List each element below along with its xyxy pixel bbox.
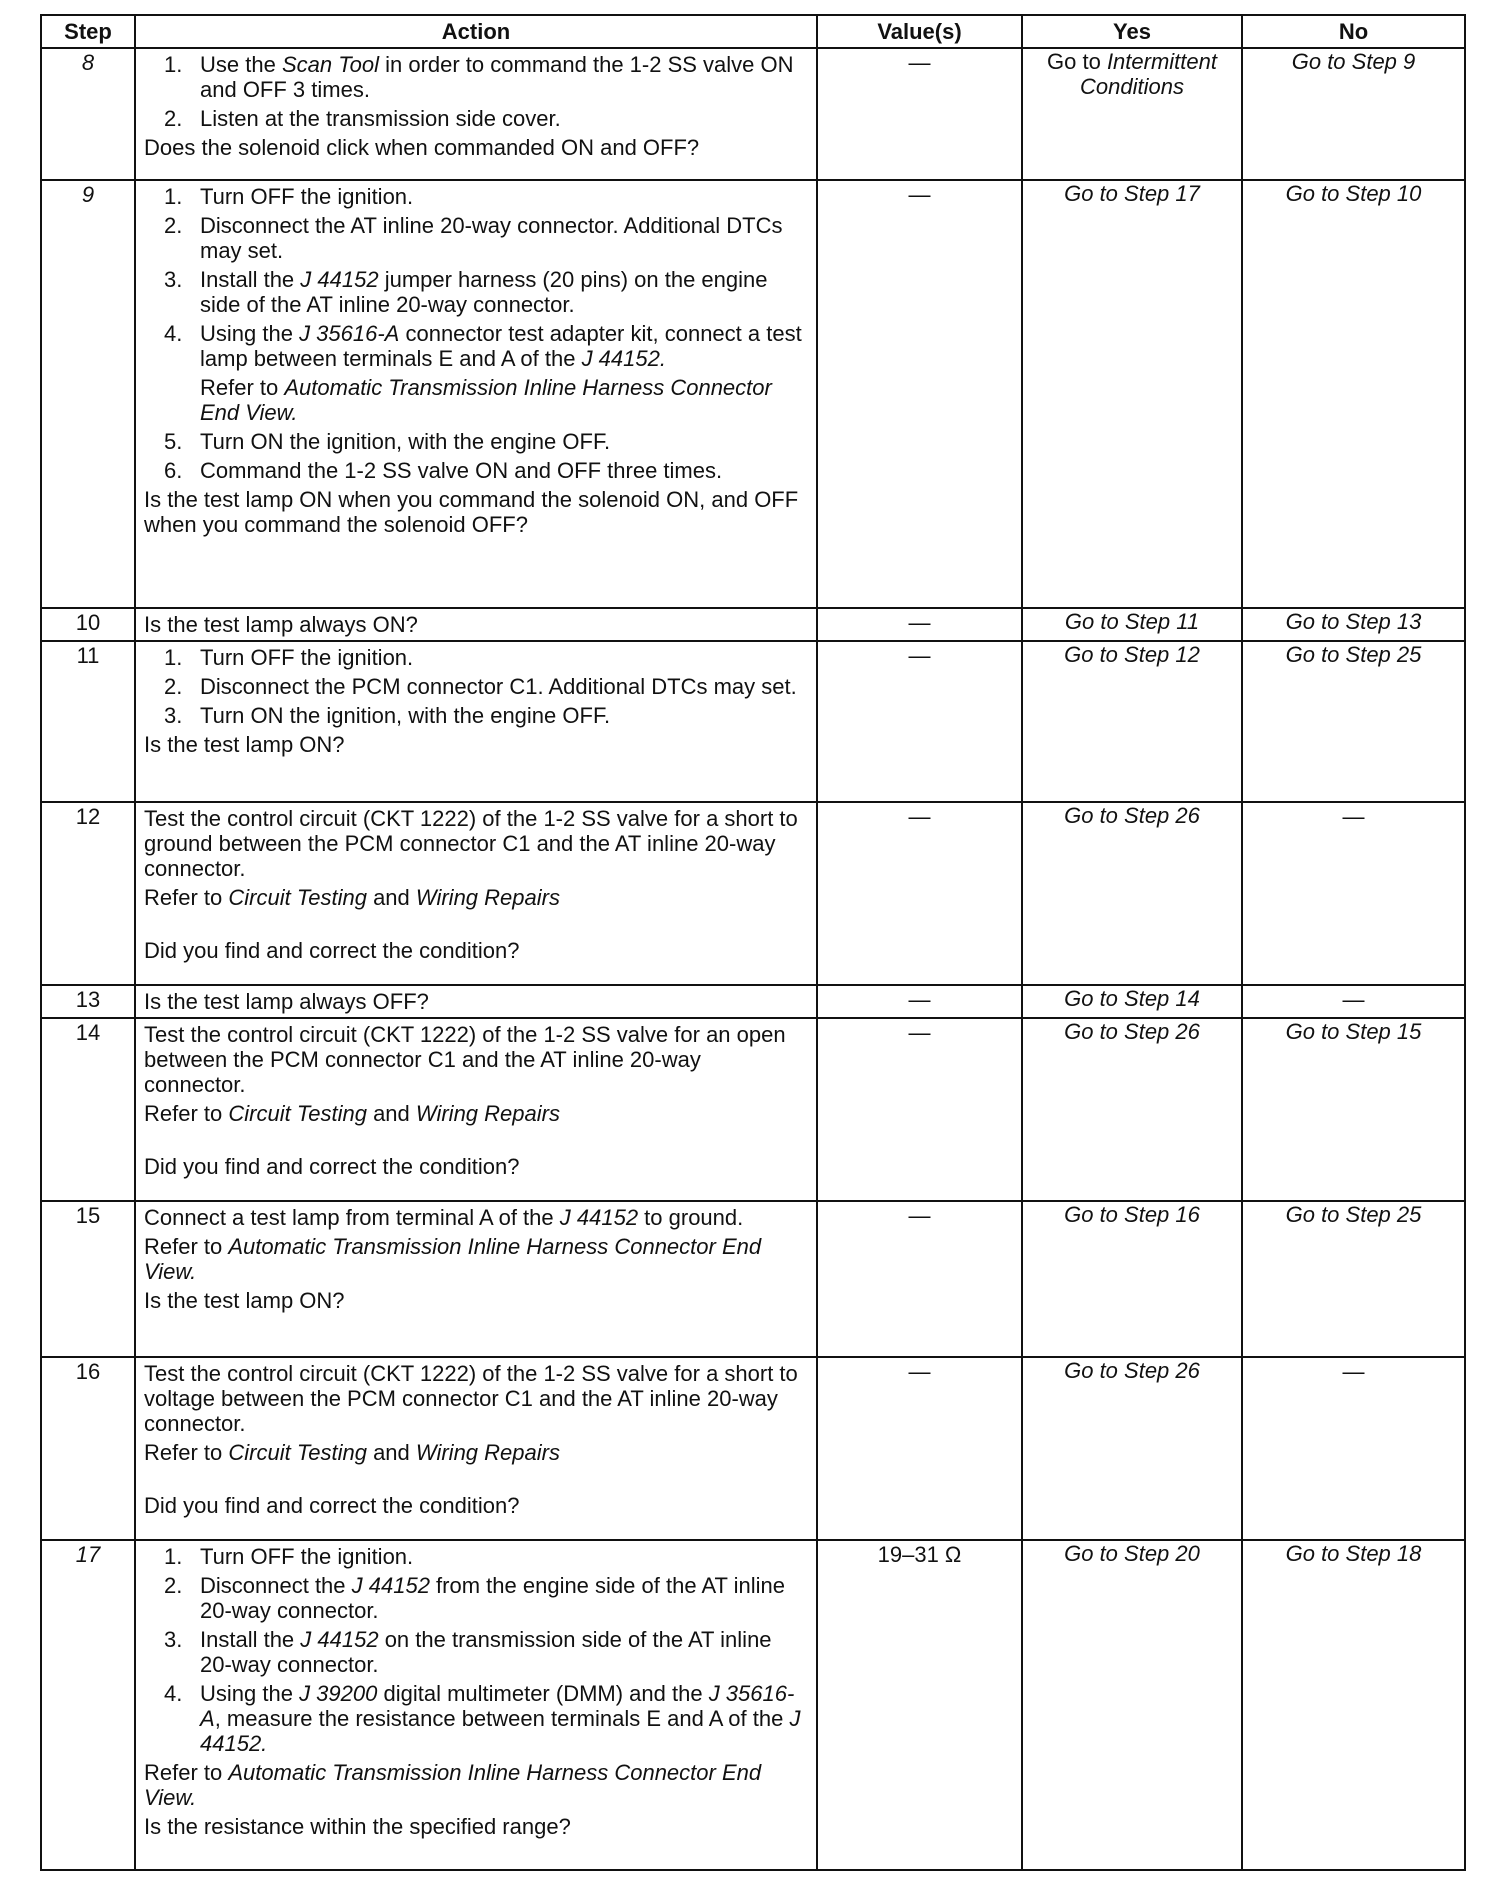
yes-cell: Go to Step 20 — [1022, 1540, 1242, 1870]
action-item: 5. Turn ON the ignition, with the engine OFF. — [164, 429, 611, 454]
action-cell — [135, 180, 817, 608]
step-number: 13 — [41, 985, 135, 1018]
no-cell: Go to Step 25 — [1242, 641, 1465, 802]
step-number: 9 — [41, 180, 135, 608]
reference-note: Refer to Circuit Testing and Wiring Repairs — [144, 885, 560, 910]
yes-cell: Go to Step 26 — [1022, 1018, 1242, 1201]
step-number: 14 — [41, 1018, 135, 1201]
yes-cell: Go to Step 14 — [1022, 985, 1242, 1018]
action-cell — [135, 1201, 817, 1357]
action-item: 2. Disconnect the PCM connector C1. Additional DTCs may set. — [164, 674, 797, 699]
table-row — [41, 608, 1465, 641]
action-item: 3. Install the J 44152 jumper harness (20 pins) on the engine side of the AT inline 20-way connector. — [164, 267, 768, 317]
diagnostic-table — [40, 14, 1466, 1871]
header-no: No — [1242, 15, 1465, 48]
value-cell: — — [817, 985, 1022, 1018]
action-cell — [135, 1357, 817, 1540]
action-item: 1. Use the Scan Tool in order to command the 1-2 SS valve ON and OFF 3 times. — [164, 52, 794, 102]
table-row — [41, 1201, 1465, 1357]
value-cell: 19–31 Ω — [817, 1540, 1022, 1870]
action-question: Did you find and correct the condition? — [144, 1493, 520, 1518]
action-cell — [135, 641, 817, 802]
action-question: Did you find and correct the condition? — [144, 1154, 520, 1179]
table-row — [41, 985, 1465, 1018]
yes-cell: Go to Intermittent Conditions — [1022, 48, 1242, 180]
action-item: 3. Turn ON the ignition, with the engine OFF. — [164, 703, 611, 728]
action-text: Test the control circuit (CKT 1222) of the 1-2 SS valve for an open between the PCM connector C1 and the AT inline 20-way connector. — [144, 1022, 786, 1097]
action-item: 1. Turn OFF the ignition. — [164, 645, 414, 670]
action-cell — [135, 1018, 817, 1201]
no-cell: Go to Step 9 — [1242, 48, 1465, 180]
no-cell: Go to Step 15 — [1242, 1018, 1465, 1201]
action-item: 6. Command the 1-2 SS valve ON and OFF three times. — [164, 458, 723, 483]
value-cell: — — [817, 180, 1022, 608]
action-text: Test the control circuit (CKT 1222) of the 1-2 SS valve for a short to voltage between the PCM connector C1 and the AT inline 20-way connector. — [144, 1361, 798, 1436]
table-row — [41, 1540, 1465, 1870]
table-row — [41, 641, 1465, 802]
reference-note: Refer to Automatic Transmission Inline Harness Connector End View. — [144, 1234, 762, 1284]
no-cell: — — [1242, 985, 1465, 1018]
value-cell: — — [817, 1357, 1022, 1540]
value-cell: — — [817, 1201, 1022, 1357]
step-number: 16 — [41, 1357, 135, 1540]
action-item: 2. Disconnect the AT inline 20-way connector. Additional DTCs may set. — [164, 213, 783, 263]
no-cell: Go to Step 25 — [1242, 1201, 1465, 1357]
value-cell: — — [817, 608, 1022, 641]
reference-note: Refer to Circuit Testing and Wiring Repairs — [144, 1101, 560, 1126]
table-header-row — [41, 15, 1465, 48]
action-item: 3. Install the J 44152 on the transmission side of the AT inline 20-way connector. — [164, 1627, 772, 1677]
no-cell: Go to Step 10 — [1242, 180, 1465, 608]
step-number: 12 — [41, 802, 135, 985]
reference-note: Refer to Automatic Transmission Inline Harness Connector End View. — [200, 375, 772, 425]
step-number: 11 — [41, 641, 135, 802]
action-question: Did you find and correct the condition? — [144, 938, 520, 963]
step-number: 10 — [41, 608, 135, 641]
header-yes: Yes — [1022, 15, 1242, 48]
action-question: Is the test lamp ON? — [144, 1288, 345, 1313]
reference-note: Refer to Automatic Transmission Inline Harness Connector End View. — [144, 1760, 762, 1810]
table-row — [41, 1357, 1465, 1540]
diagnostic-page — [40, 14, 1464, 1871]
action-cell — [135, 48, 817, 180]
table-row — [41, 48, 1465, 180]
yes-cell: Go to Step 26 — [1022, 1357, 1242, 1540]
table-row — [41, 180, 1465, 608]
step-number: 17 — [41, 1540, 135, 1870]
no-cell: Go to Step 13 — [1242, 608, 1465, 641]
value-cell: — — [817, 48, 1022, 180]
action-item: 2. Disconnect the J 44152 from the engine side of the AT inline 20-way connector. — [164, 1573, 786, 1623]
yes-cell: Go to Step 26 — [1022, 802, 1242, 985]
header-values: Value(s) — [817, 15, 1022, 48]
value-cell: — — [817, 641, 1022, 802]
action-cell — [135, 802, 817, 985]
action-cell — [135, 985, 817, 1018]
yes-cell: Go to Step 12 — [1022, 641, 1242, 802]
no-cell: Go to Step 18 — [1242, 1540, 1465, 1870]
action-question: Is the test lamp always OFF? — [144, 989, 429, 1014]
step-number: 15 — [41, 1201, 135, 1357]
table-row — [41, 1018, 1465, 1201]
value-cell: — — [817, 802, 1022, 985]
action-cell — [135, 608, 817, 641]
no-cell: — — [1242, 1357, 1465, 1540]
action-item: 4. Using the J 39200 digital multimeter (DMM) and the J 35616-A, measure the resistance between terminals E and A of the J 44152. — [164, 1681, 801, 1756]
action-question: Does the solenoid click when commanded ON and OFF? — [144, 135, 700, 160]
reference-note: Refer to Circuit Testing and Wiring Repairs — [144, 1440, 560, 1465]
table-row — [41, 802, 1465, 985]
action-question: Is the test lamp always ON? — [144, 612, 418, 637]
action-item: 1. Turn OFF the ignition. — [164, 184, 414, 209]
value-cell: — — [817, 1018, 1022, 1201]
action-question: Is the test lamp ON? — [144, 732, 345, 757]
no-cell: — — [1242, 802, 1465, 985]
yes-cell: Go to Step 11 — [1022, 608, 1242, 641]
header-step: Step — [41, 15, 135, 48]
action-item: 1. Turn OFF the ignition. — [164, 1544, 414, 1569]
action-question: Is the test lamp ON when you command the solenoid ON, and OFF when you command the solenoid OFF? — [144, 487, 799, 537]
action-question: Is the resistance within the specified range? — [144, 1814, 571, 1839]
yes-cell: Go to Step 17 — [1022, 180, 1242, 608]
action-item: 4. Using the J 35616-A connector test adapter kit, connect a test lamp between terminals E and A of the J 44152. — [164, 321, 802, 371]
step-number: 8 — [41, 48, 135, 180]
header-action: Action — [135, 15, 817, 48]
yes-cell: Go to Step 16 — [1022, 1201, 1242, 1357]
action-item: 2. Listen at the transmission side cover. — [164, 106, 561, 131]
action-cell — [135, 1540, 817, 1870]
action-text: Connect a test lamp from terminal A of the J 44152 to ground. — [144, 1205, 744, 1230]
action-text: Test the control circuit (CKT 1222) of the 1-2 SS valve for a short to ground between the PCM connector C1 and the AT inline 20-way connector. — [144, 806, 798, 881]
